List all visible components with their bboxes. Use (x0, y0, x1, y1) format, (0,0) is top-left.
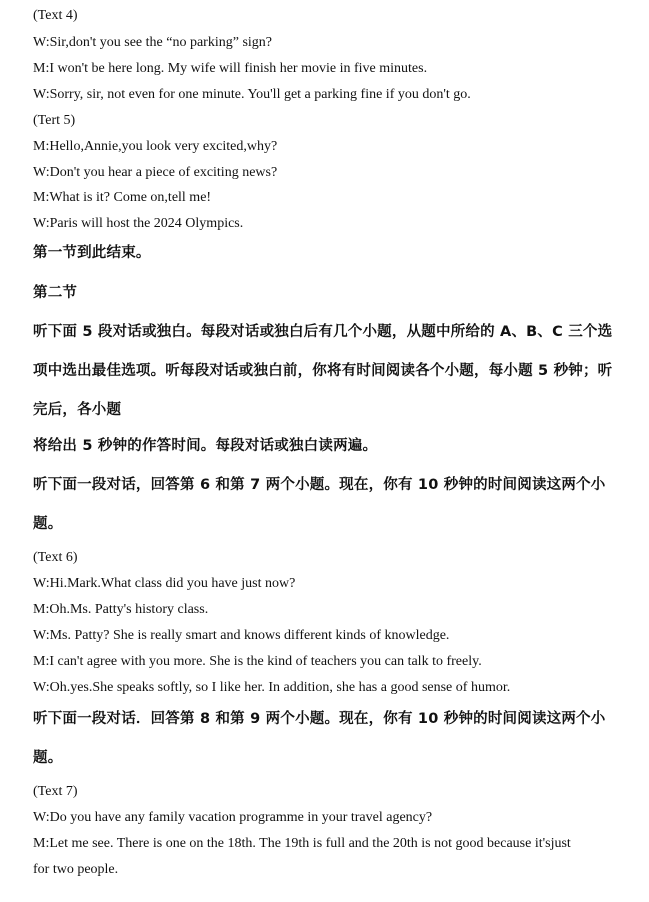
dialogue-line: for two people. (33, 862, 119, 877)
instruction-line: 听下面 5 段对话或独白。每段对话或独白后有几个小题，从题中所给的 A、B、C 三个选 (33, 324, 613, 340)
dialogue-line: W:Sorry, sir, not even for one minute. You'll get a parking fine if you don't go. (33, 87, 471, 102)
dialogue-line: W:Hi.Mark.What class did you have just now? (33, 576, 296, 591)
section2-title: 第二节 (33, 285, 78, 301)
question-prompt: 题。 (33, 516, 63, 532)
instruction-line: 项中选出最佳选项。听每段对话或独白前，你将有时间阅读各个小题，每小题 5 秒钟；听 (33, 363, 613, 379)
dialogue-line: M:I can't agree with you more. She is the kind of teachers you can talk to freely. (33, 654, 482, 669)
dialogue-line: M:I won't be here long. My wife will finish her movie in five minutes. (33, 61, 428, 76)
dialogue-line: W:Do you have any family vacation programme in your travel agency? (33, 810, 433, 825)
text5-heading: (Tert 5) (33, 113, 76, 128)
text4-heading: (Text 4) (33, 8, 78, 23)
instruction-line: 将给出 5 秒钟的作答时间。每段对话或独白读两遍。 (33, 438, 378, 454)
dialogue-line: W:Ms. Patty? She is really smart and knows different kinds of knowledge. (33, 628, 450, 643)
dialogue-line: W:Paris will host the 2024 Olympics. (33, 216, 244, 231)
dialogue-line: W:Don't you hear a piece of exciting news? (33, 165, 278, 180)
dialogue-line: M:What is it? Come on,tell me! (33, 190, 212, 205)
question-prompt: 听下面一段对话．回答第 8 和第 9 两个小题。现在，你有 10 秒钟的时间阅读这两个小 (33, 711, 606, 727)
dialogue-line: W:Oh.yes.She speaks softly, so I like her. In addition, she has a good sense of humor. (33, 680, 511, 695)
text7-heading: (Text 7) (33, 784, 78, 799)
text6-heading: (Text 6) (33, 550, 78, 565)
dialogue-line: M:Let me see. There is one on the 18th. The 19th is full and the 20th is not good because it'sjust (33, 836, 571, 851)
dialogue-line: M:Oh.Ms. Patty's history class. (33, 602, 209, 617)
dialogue-line: W:Sir,don't you see the “no parking” sign? (33, 35, 272, 50)
dialogue-line: M:Hello,Annie,you look very excited,why? (33, 139, 278, 154)
question-prompt: 题。 (33, 750, 63, 766)
question-prompt: 听下面一段对话，回答第 6 和第 7 两个小题。现在，你有 10 秒钟的时间阅读这两个小 (33, 477, 606, 493)
section-end-note: 第一节到此结束。 (33, 245, 151, 261)
instruction-line: 完后，各小题 (33, 402, 122, 418)
